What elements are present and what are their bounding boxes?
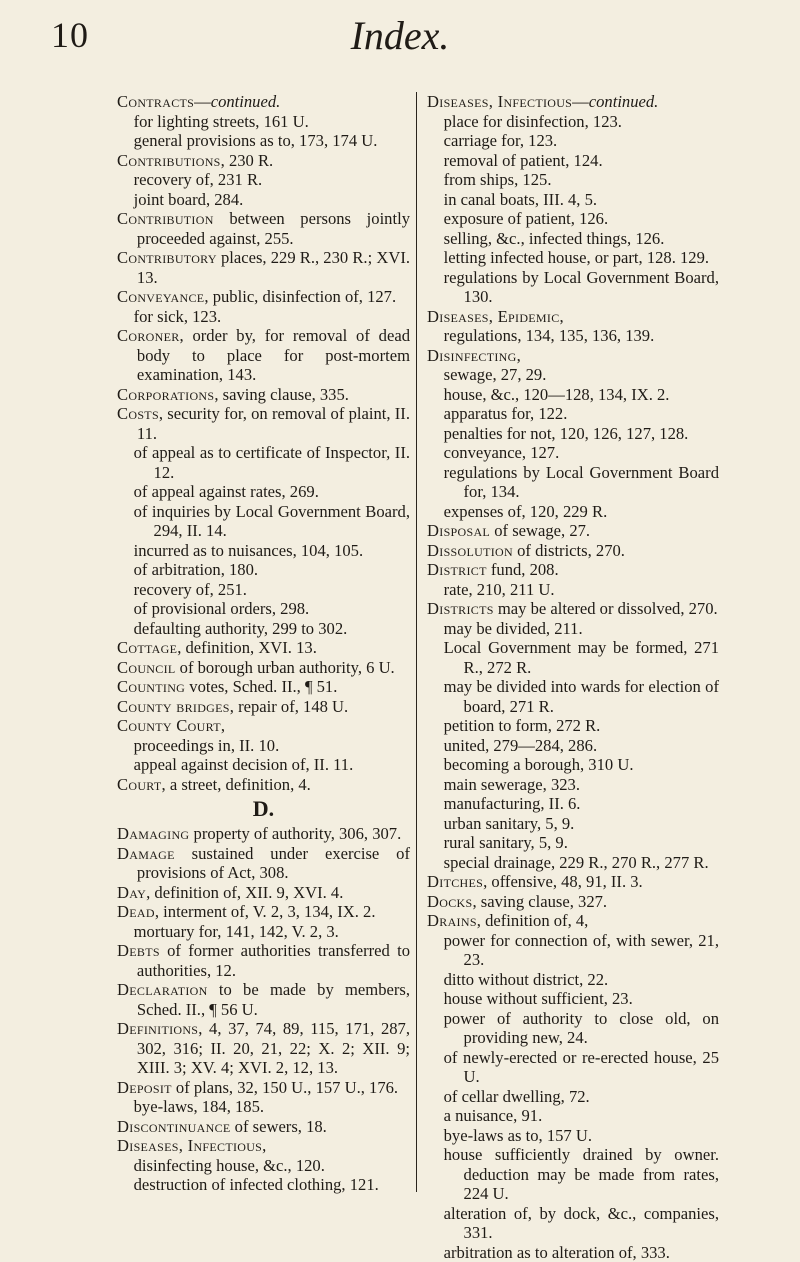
index-subentry (117, 1175, 410, 1195)
index-subentry (427, 268, 719, 307)
index-term: Declaration (117, 980, 208, 999)
index-text: , saving clause, 335. (214, 385, 349, 404)
index-subentry (427, 619, 719, 639)
continued-label: continued. (211, 92, 281, 111)
index-subentry (427, 404, 719, 424)
index-subentry (427, 443, 719, 463)
index-term: Disposal (427, 521, 490, 540)
index-heading-entry (117, 658, 410, 678)
index-term: Districts (427, 599, 494, 618)
index-term: Dead (117, 902, 155, 921)
index-heading-entry (117, 638, 410, 658)
index-text: place for disinfection, 123. (444, 112, 622, 131)
index-text: Local Government may be formed, 271 R., 272 R. (444, 638, 719, 677)
index-subentry (427, 1145, 719, 1204)
index-text: ditto without district, 22. (444, 970, 609, 989)
index-text: of former authorities transferred to authorities, 12. (137, 941, 410, 980)
index-text: defaulting authority, 299 to 302. (134, 619, 348, 638)
index-term: Docks (427, 892, 473, 911)
index-text: house sufficiently drained by owner. deduction may be made from rates, 224 U. (444, 1145, 719, 1203)
index-heading-entry (427, 560, 719, 580)
index-subentry (117, 755, 410, 775)
index-term: District (427, 560, 487, 579)
index-term: Contracts (117, 92, 194, 111)
index-subentry (427, 385, 719, 405)
index-term: Contributory (117, 248, 217, 267)
index-text: regulations, 134, 135, 136, 139. (444, 326, 655, 345)
index-text: places, 229 R., 230 R.; XVI. 13. (137, 248, 410, 287)
index-term: Discontinuance (117, 1117, 231, 1136)
index-text: destruction of infected clothing, 121. (134, 1175, 379, 1194)
index-text: general provisions as to, 173, 174 U. (134, 131, 378, 150)
index-term: Diseases, Infectious (117, 1136, 262, 1155)
index-text: regulations by Local Government Board, 130. (444, 268, 719, 307)
index-text: of provisional orders, 298. (134, 599, 310, 618)
index-subentry (427, 775, 719, 795)
index-text: appeal against decision of, II. 11. (134, 755, 354, 774)
index-subentry (427, 833, 719, 853)
index-heading-entry (427, 307, 719, 327)
index-heading-entry (427, 872, 719, 892)
index-text: bye-laws, 184, 185. (134, 1097, 264, 1116)
index-text: , security for, on removal of plaint, II. 11. (137, 404, 410, 443)
running-title: Index. (0, 12, 800, 59)
index-term: County bridges (117, 697, 230, 716)
index-text: , saving clause, 327. (473, 892, 608, 911)
index-term: Ditches (427, 872, 483, 891)
index-subentry (427, 931, 719, 970)
index-term: Damaging (117, 824, 189, 843)
index-text: may be divided, 211. (444, 619, 583, 638)
index-subentry (427, 794, 719, 814)
index-text: carriage for, 123. (444, 131, 558, 150)
index-subentry (117, 1097, 410, 1117)
index-heading-entry (427, 599, 719, 619)
index-term: Damage (117, 844, 175, 863)
index-subentry (117, 560, 410, 580)
index-text: votes, Sched. II., ¶ 51. (185, 677, 337, 696)
index-subentry (427, 1126, 719, 1146)
index-text: manufacturing, II. 6. (444, 794, 581, 813)
index-text: a nuisance, 91. (444, 1106, 543, 1125)
index-subentry (427, 580, 719, 600)
index-term: Contributions (117, 151, 221, 170)
index-heading-entry (427, 521, 719, 541)
index-subentry (427, 1048, 719, 1087)
index-text: sustained under exercise of provisions of Act, 308. (137, 844, 410, 883)
index-heading-entry (117, 326, 410, 385)
index-text: for sick, 123. (134, 307, 222, 326)
index-subentry (427, 1087, 719, 1107)
index-subentry (427, 190, 719, 210)
index-subentry (427, 424, 719, 444)
index-subentry (117, 736, 410, 756)
index-heading-entry (117, 404, 410, 443)
index-subentry (427, 326, 719, 346)
index-heading-entry (117, 844, 410, 883)
index-text: , (262, 1136, 266, 1155)
index-text: proceedings in, II. 10. (134, 736, 280, 755)
index-text: bye-laws as to, 157 U. (444, 1126, 592, 1145)
index-text: , (221, 716, 225, 735)
index-heading-entry (117, 385, 410, 405)
index-subentry (117, 619, 410, 639)
index-text: , 230 R. (221, 151, 274, 170)
index-subentry (427, 248, 719, 268)
index-subentry (427, 1106, 719, 1126)
index-text: mortuary for, 141, 142, V. 2, 3. (134, 922, 339, 941)
index-subentry (117, 580, 410, 600)
index-text: main sewerage, 323. (444, 775, 580, 794)
index-text: — (194, 92, 211, 111)
index-heading-entry (117, 151, 410, 171)
index-text: , offensive, 48, 91, II. 3. (483, 872, 643, 891)
index-heading-entry (427, 92, 719, 112)
index-subentry (427, 365, 719, 385)
index-text: of arbitration, 180. (134, 560, 258, 579)
index-term: Day (117, 883, 146, 902)
index-term: Court (117, 775, 162, 794)
index-text: expenses of, 120, 229 R. (444, 502, 608, 521)
index-heading-entry (117, 883, 410, 903)
index-subentry (427, 502, 719, 522)
index-text: , interment of, V. 2, 3, 134, IX. 2. (155, 902, 376, 921)
index-term: Debts (117, 941, 160, 960)
index-heading-entry (117, 775, 410, 795)
index-text: between persons jointly proceeded against, 255. (137, 209, 410, 248)
index-subentry (427, 229, 719, 249)
index-heading-entry (117, 92, 410, 112)
index-subentry (427, 151, 719, 171)
index-text: disinfecting house, &c., 120. (134, 1156, 325, 1175)
index-subentry (427, 638, 719, 677)
index-text: , repair of, 148 U. (230, 697, 348, 716)
index-text: special drainage, 229 R., 270 R., 277 R. (444, 853, 709, 872)
index-text: of sewers, 18. (231, 1117, 327, 1136)
index-term: Counting (117, 677, 185, 696)
index-text: sewage, 27, 29. (444, 365, 547, 384)
index-term: Dissolution (427, 541, 513, 560)
index-text: , (560, 307, 564, 326)
index-heading-entry (117, 902, 410, 922)
index-heading-entry (117, 209, 410, 248)
index-term: Contribution (117, 209, 214, 228)
index-term: Diseases, Epidemic (427, 307, 560, 326)
index-subentry (117, 112, 410, 132)
index-text: , definition of, XII. 9, XVI. 4. (146, 883, 343, 902)
index-text: , (517, 346, 521, 365)
index-text: house, &c., 120—128, 134, IX. 2. (444, 385, 670, 404)
index-heading-entry (117, 697, 410, 717)
index-term: Definitions (117, 1019, 198, 1038)
index-text: power of authority to close old, on providing new, 24. (444, 1009, 719, 1048)
index-heading-entry (427, 892, 719, 912)
index-text: for lighting streets, 161 U. (134, 112, 309, 131)
index-text: of inquiries by Local Government Board, 294, II. 14. (134, 502, 410, 541)
index-text: regulations by Local Government Board for, 134. (444, 463, 719, 502)
index-subentry (427, 131, 719, 151)
index-heading-entry (117, 248, 410, 287)
index-heading-entry (117, 941, 410, 980)
index-term: Disinfecting (427, 346, 517, 365)
index-text: conveyance, 127. (444, 443, 560, 462)
index-text: may be altered or dissolved, 270. (494, 599, 718, 618)
index-heading-entry (117, 716, 410, 736)
index-heading-entry (427, 911, 719, 931)
index-text: , public, disinfection of, 127. (204, 287, 396, 306)
index-subentry (427, 814, 719, 834)
index-term: Drains (427, 911, 477, 930)
section-letter: D. (117, 794, 410, 824)
index-text: urban sanitary, 5, 9. (444, 814, 575, 833)
index-subentry (117, 131, 410, 151)
index-term: Council (117, 658, 176, 677)
index-subentry (427, 463, 719, 502)
index-subentry (427, 112, 719, 132)
index-subentry (427, 716, 719, 736)
index-heading-entry (117, 1136, 410, 1156)
index-text: , definition of, 4, (477, 911, 589, 930)
index-heading-entry (117, 980, 410, 1019)
index-subentry (427, 1243, 719, 1262)
index-heading-entry (117, 287, 410, 307)
index-text: , 4, 37, 74, 89, 115, 171, 287, 302, 316; II. 20, 21, 22; X. 2; XII. 9; XIII. 3; XV. 4; XVI. 2, 12, 13. (137, 1019, 410, 1077)
column-divider (416, 92, 417, 1192)
index-text: arbitration as to alteration of, 333. (444, 1243, 670, 1262)
index-text: of newly-erected or re-erected house, 25 U. (444, 1048, 719, 1087)
index-text: apparatus for, 122. (444, 404, 568, 423)
index-text: , definition, XVI. 13. (177, 638, 317, 657)
index-text: becoming a borough, 310 U. (444, 755, 634, 774)
index-text: rate, 210, 211 U. (444, 580, 555, 599)
index-term: County Court (117, 716, 221, 735)
index-text: house without sufficient, 23. (444, 989, 633, 1008)
index-heading-entry (117, 677, 410, 697)
index-subentry (427, 755, 719, 775)
index-term: Coroner (117, 326, 180, 345)
index-text: alteration of, by dock, &c., companies, 331. (444, 1204, 719, 1243)
index-subentry (427, 1009, 719, 1048)
index-text: of appeal against rates, 269. (134, 482, 319, 501)
index-text: penalties for not, 120, 126, 127, 128. (444, 424, 689, 443)
index-heading-entry (117, 1078, 410, 1098)
index-term: Deposit (117, 1078, 172, 1097)
index-subentry (117, 599, 410, 619)
index-heading-entry (117, 824, 410, 844)
index-subentry (117, 170, 410, 190)
index-text: , order by, for removal of dead body to place for post-mortem examination, 143. (137, 326, 410, 384)
index-text: of districts, 270. (513, 541, 625, 560)
index-text: of sewage, 27. (490, 521, 590, 540)
index-column-left (117, 92, 410, 1195)
index-text: united, 279—284, 286. (444, 736, 597, 755)
index-heading-entry (427, 541, 719, 561)
index-text: letting infected house, or part, 128. 129. (444, 248, 709, 267)
index-term: Diseases, Infectious (427, 92, 572, 111)
index-text: exposure of patient, 126. (444, 209, 609, 228)
index-text: joint board, 284. (134, 190, 244, 209)
index-subentry (117, 1156, 410, 1176)
index-column-right (427, 92, 719, 1262)
index-term: Costs (117, 404, 159, 423)
index-text: power for connection of, with sewer, 21, 23. (444, 931, 719, 970)
index-heading-entry (117, 1019, 410, 1078)
index-text: of borough urban authority, 6 U. (176, 658, 395, 677)
page-number: 10 (51, 14, 89, 56)
index-text: rural sanitary, 5, 9. (444, 833, 568, 852)
index-subentry (427, 170, 719, 190)
index-text: petition to form, 272 R. (444, 716, 601, 735)
index-subentry (427, 1204, 719, 1243)
index-subentry (427, 970, 719, 990)
index-text: removal of patient, 124. (444, 151, 603, 170)
index-text: to be made by members, Sched. II., ¶ 56 U. (137, 980, 410, 1019)
index-text: recovery of, 251. (134, 580, 247, 599)
index-text: may be divided into wards for election of board, 271 R. (444, 677, 719, 716)
index-text: selling, &c., infected things, 126. (444, 229, 665, 248)
index-text: of cellar dwelling, 72. (444, 1087, 590, 1106)
index-subentry (117, 307, 410, 327)
index-text: fund, 208. (487, 560, 559, 579)
index-term: Conveyance (117, 287, 204, 306)
index-subentry (427, 677, 719, 716)
index-subentry (117, 502, 410, 541)
index-heading-entry (117, 1117, 410, 1137)
index-text: recovery of, 231 R. (134, 170, 263, 189)
index-subentry (117, 190, 410, 210)
index-term: Corporations (117, 385, 214, 404)
continued-label: continued. (589, 92, 659, 111)
index-subentry (117, 922, 410, 942)
index-text: in canal boats, III. 4, 5. (444, 190, 597, 209)
index-subentry (117, 482, 410, 502)
index-text: , a street, definition, 4. (162, 775, 311, 794)
index-subentry (117, 443, 410, 482)
index-text: from ships, 125. (444, 170, 552, 189)
index-subentry (117, 541, 410, 561)
index-subentry (427, 736, 719, 756)
index-heading-entry (427, 346, 719, 366)
index-subentry (427, 209, 719, 229)
index-text: property of authority, 306, 307. (189, 824, 401, 843)
index-text: of plans, 32, 150 U., 157 U., 176. (172, 1078, 398, 1097)
index-text: of appeal as to certificate of Inspector, II. 12. (134, 443, 410, 482)
index-text: incurred as to nuisances, 104, 105. (134, 541, 364, 560)
index-text: — (572, 92, 589, 111)
index-subentry (427, 989, 719, 1009)
index-term: Cottage (117, 638, 177, 657)
index-subentry (427, 853, 719, 873)
